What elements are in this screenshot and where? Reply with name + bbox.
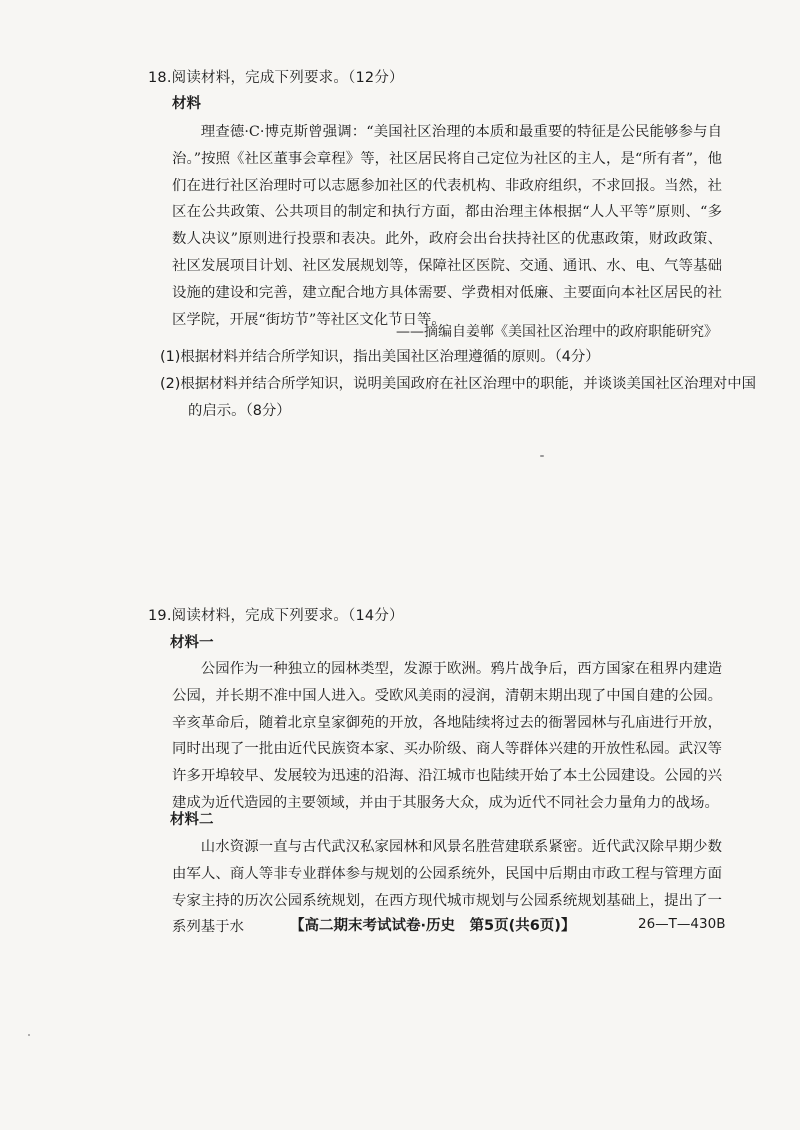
question-18-title: 18.阅读材料，完成下列要求。（12分） [148,70,404,86]
question-19-material-2-text: 山水资源一直与古代武汉私家园林和风景名胜营建联系紧密。近代武汉除早期少数由军人、商人等非专业群体参与规划的公园系统外，民国中后期由市政工程与管理方面专家主持的历次公园系统规划，在西方现代城市规划与公园系统规划基础上，提出了一系列基于水 [172,839,722,936]
question-18-material-text: 理查德·C·博克斯曾强调：“美国社区治理的本质和最重要的特征是公民能够参与自治。”按照《社区董事会章程》等，社区居民将自己定位为社区的主人，是“所有者”，他们在进行社区治理时可以志愿参加社区的代表机构、非政府组织，不求回报。当然，社区在公共政策、公共项目的制定和执行方面，都由治理主体根据“人人平等”原则、“多数人决议”原则进行投票和表决。此外，政府会出台扶持社区的优惠政策，财政政策、社区发展项目计划、社区发展规划等，保障社区医院、交通、通讯、水、电、气等基础设施的建设和完善，建立配合地方具体需要、学费相对低廉、主要面向本社区居民的社区学院，开展“街坊节”等社区文化节日等。 [172,124,722,328]
page-footer: 【高二期末考试试卷·历史 第5页(共6页)】 [290,918,576,934]
question-18-sub-2: (2)根据材料并结合所学知识，说明美国政府在社区治理中的职能，并谈谈美国社区治理对中国的启示。（8分） [160,376,757,419]
question-19-material-2-label: 材料二 [170,812,214,828]
question-18-material-label: 材料 [172,96,201,112]
question-19-material-1-text: 公园作为一种独立的园林类型，发源于欧洲。鸦片战争后，西方国家在租界内建造公园，并长期不准中国人进入。受欧风美雨的浸润，清朝末期出现了中国自建的公园。辛亥革命后，随着北京皇家御苑的开放，各地陆续将过去的衙署园林与孔庙进行开放，同时出现了一批由近代民族资本家、买办阶级、商人等群体兴建的开放性私园。武汉等许多开埠较早、发展较为迅速的沿海、沿江城市也陆续开始了本土公园建设。公园的兴建成为近代造园的主要领域，并由于其服务大众，成为近代不同社会力量角力的战场。 [172,661,722,811]
question-19-material-1-label: 材料一 [170,635,214,651]
question-18-source: ——摘编自姜郸《美国社区治理中的政府职能研究》 [396,324,718,340]
question-19-title: 19.阅读材料，完成下列要求。（14分） [148,608,404,624]
question-18-sub-1: (1)根据材料并结合所学知识，指出美国社区治理遵循的原则。（4分） [160,349,600,365]
paper-code: 26—T—430B [638,916,726,932]
scan-speck [28,1034,30,1036]
scan-speck [540,455,544,457]
